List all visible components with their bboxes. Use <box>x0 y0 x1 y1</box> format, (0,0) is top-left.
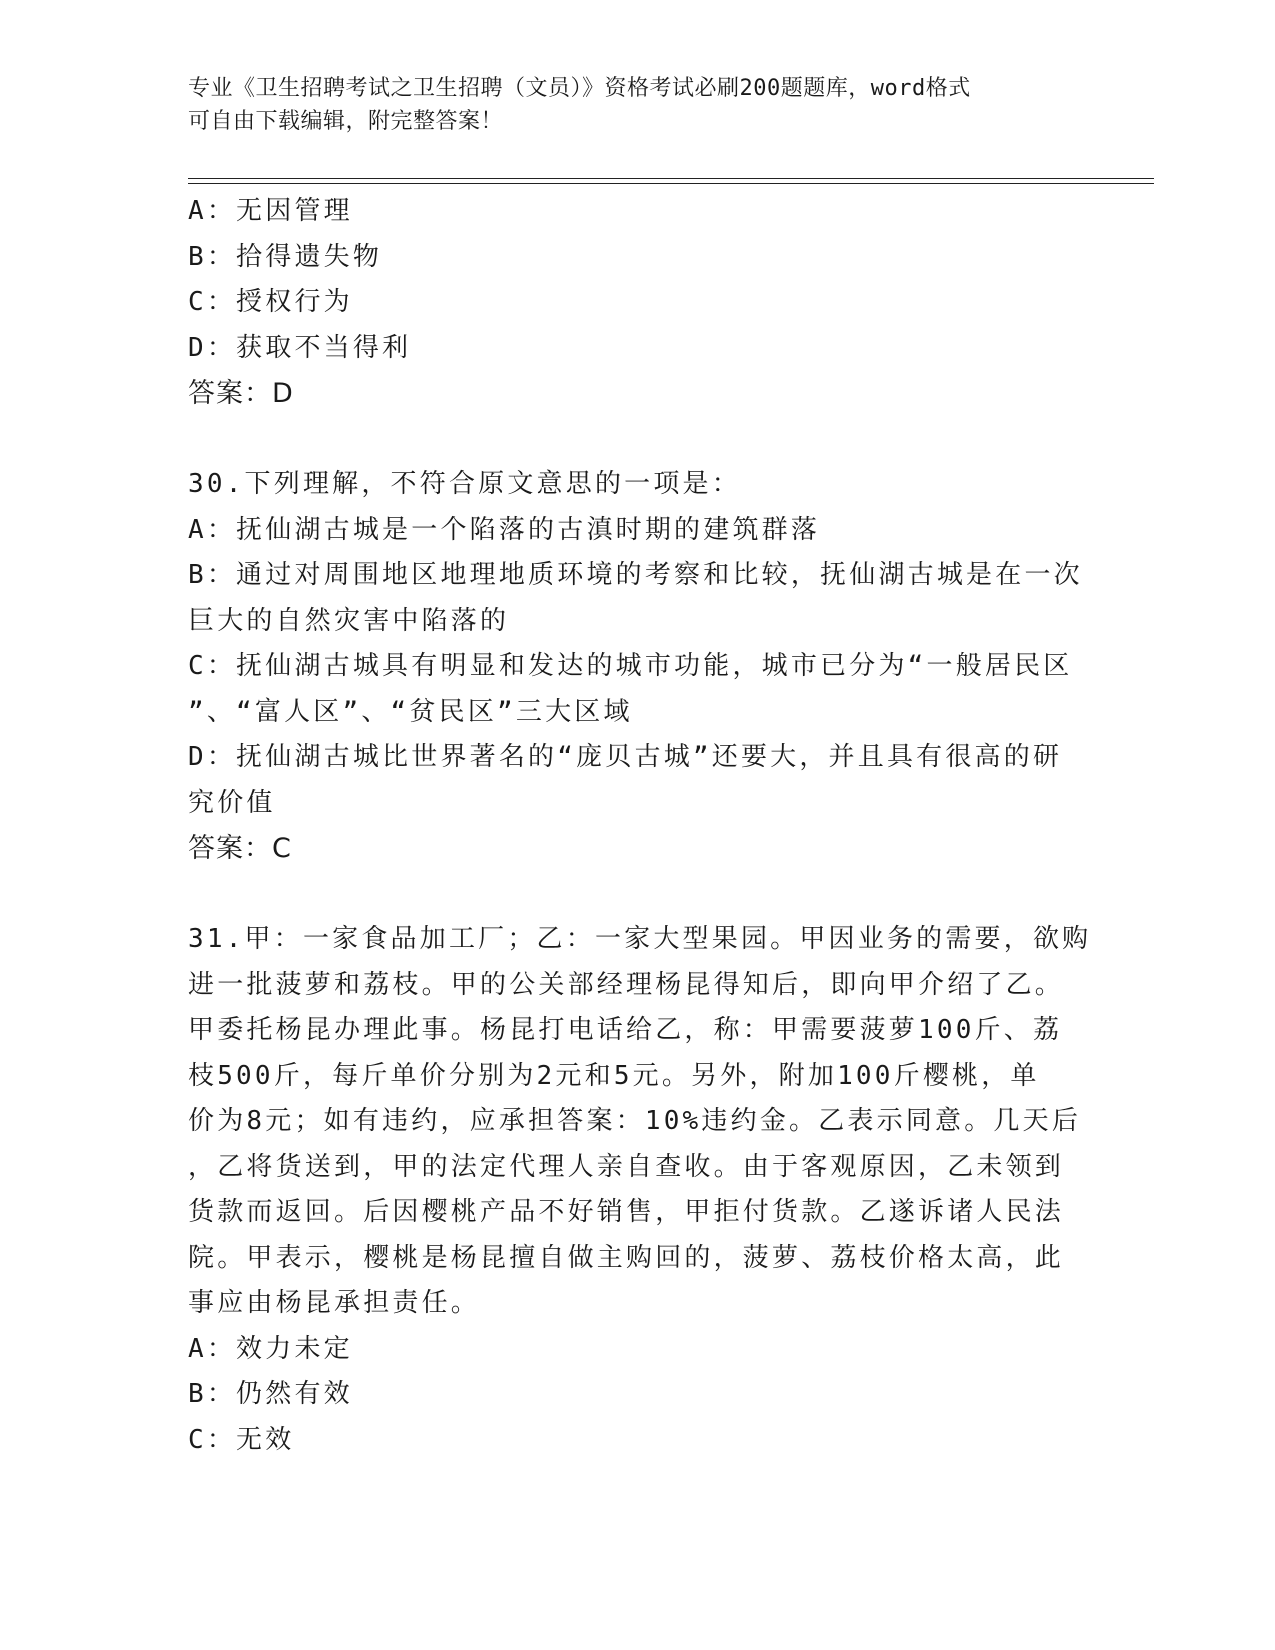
header-line-1: 专业《卫生招聘考试之卫生招聘（文员）》资格考试必刷200题题库，word格式 <box>188 76 971 101</box>
q30-option-c-line-2: ”、“富人区”、“贫民区”三大区域 <box>188 696 633 727</box>
header-divider-top <box>188 178 1154 179</box>
question-30 <box>188 462 1088 872</box>
spacer <box>188 417 1088 463</box>
q29-option-c: C：授权行为 <box>188 287 353 317</box>
q31-stem-line-5: 价为8元；如有违约，应承担答案：10%违约金。乙表示同意。几天后 <box>188 1106 1082 1136</box>
q30-option-d-line-1: D：抚仙湖古城比世界著名的“庞贝古城”还要大，并且具有很高的研 <box>188 742 1063 772</box>
q31-stem-line-9: 事应由杨昆承担责任。 <box>188 1288 481 1318</box>
q31-option-c: C：无效 <box>188 1424 295 1455</box>
question-31 <box>188 917 1092 1463</box>
q30-option-d-line-2: 究价值 <box>188 787 276 818</box>
header-divider-bottom <box>188 183 1154 184</box>
q30-option-b-line-1: B：通过对周围地区地理地质环境的考察和比较，抚仙湖古城是在一次 <box>188 560 1083 590</box>
q31-option-b: B：仍然有效 <box>188 1379 353 1409</box>
q30-option-a: A：抚仙湖古城是一个陷落的古滇时期的建筑群落 <box>188 514 821 545</box>
q31-stem-line-1: 31.甲：一家食品加工厂；乙：一家大型果园。甲因业务的需要，欲购 <box>188 924 1092 954</box>
spacer <box>188 872 1088 918</box>
q31-stem-line-8: 院。甲表示，樱桃是杨昆擅自做主购回的，菠萝、荔枝价格太高，此 <box>188 1242 1065 1273</box>
header-line-2: 可自由下载编辑，附完整答案！ <box>188 109 504 134</box>
q31-option-a: A：效力未定 <box>188 1333 353 1364</box>
q29-option-d: D：获取不当得利 <box>188 332 412 363</box>
q31-stem-line-2: 进一批菠萝和荔枝。甲的公关部经理杨昆得知后，即向甲介绍了乙。 <box>188 969 1065 1000</box>
q31-stem-line-3: 甲委托杨昆办理此事。杨昆打电话给乙，称：甲需要菠萝100斤、荔 <box>188 1015 1063 1045</box>
document-header <box>188 72 1068 138</box>
q31-stem-line-7: 货款而返回。后因樱桃产品不好销售，甲拒付货款。乙遂诉诸人民法 <box>188 1197 1065 1227</box>
q30-stem: 30.下列理解，不符合原文意思的一项是： <box>188 469 741 499</box>
q29-option-a: A：无因管理 <box>188 196 353 226</box>
question-29 <box>188 189 1088 417</box>
q29-answer: 答案：D <box>188 378 294 409</box>
question-content <box>188 189 1092 1463</box>
q31-stem-line-6: ，乙将货送到，甲的法定代理人亲自查收。由于客观原因，乙未领到 <box>188 1151 1065 1182</box>
q30-option-c-line-1: C：抚仙湖古城具有明显和发达的城市功能，城市已分为“一般居民区 <box>188 651 1073 681</box>
q30-answer: 答案：C <box>188 833 292 864</box>
q29-option-b: B：拾得遗失物 <box>188 241 383 272</box>
q30-option-b-line-2: 巨大的自然灾害中陷落的 <box>188 605 510 636</box>
q31-stem-line-4: 枝500斤，每斤单价分别为2元和5元。另外，附加100斤樱桃，单 <box>188 1060 1040 1091</box>
